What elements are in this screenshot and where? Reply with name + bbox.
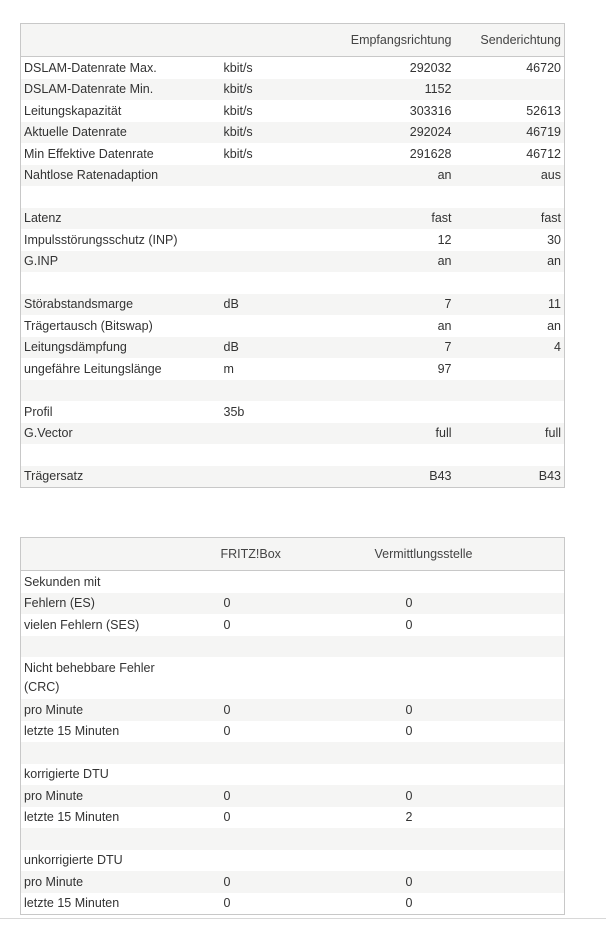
- table-row: [21, 444, 565, 466]
- row-upstream: fast: [455, 208, 565, 230]
- row-fritzbox: [191, 636, 311, 658]
- row-label: Nahtlose Ratenadaption: [21, 165, 221, 187]
- row-upstream: [455, 401, 565, 423]
- row-fritzbox: 0: [191, 785, 311, 807]
- row-exchange: 0: [311, 893, 565, 915]
- row-label: korrigierte DTU: [21, 764, 191, 786]
- row-label: Leitungskapazität: [21, 100, 221, 122]
- row-unit: [221, 272, 341, 294]
- header-downstream: Empfangsrichtung: [341, 24, 455, 57]
- row-unit: [221, 229, 341, 251]
- row-upstream: an: [455, 315, 565, 337]
- row-upstream: 46720: [455, 57, 565, 79]
- row-label: Trägertausch (Bitswap): [21, 315, 221, 337]
- row-exchange: [311, 657, 565, 699]
- error-statistics-table: [20, 537, 565, 915]
- header-exchange: Vermittlungsstelle: [311, 538, 565, 571]
- row-fritzbox: 0: [191, 699, 311, 721]
- row-downstream: 7: [341, 337, 455, 359]
- row-exchange: 0: [311, 614, 565, 636]
- row-downstream: 292024: [341, 122, 455, 144]
- table-row: [21, 636, 565, 658]
- row-downstream: an: [341, 315, 455, 337]
- row-downstream: 12: [341, 229, 455, 251]
- row-label: Trägersatz: [21, 466, 221, 488]
- row-downstream: full: [341, 423, 455, 445]
- row-unit: 35b: [221, 401, 341, 423]
- row-unit: [221, 165, 341, 187]
- row-fritzbox: 0: [191, 593, 311, 615]
- row-upstream: [455, 186, 565, 208]
- row-upstream: 30: [455, 229, 565, 251]
- row-downstream: [341, 380, 455, 402]
- table-row: [21, 358, 565, 380]
- row-downstream: [341, 186, 455, 208]
- row-fritzbox: 0: [191, 721, 311, 743]
- row-label: Störabstandsmarge: [21, 294, 221, 316]
- row-unit: [221, 444, 341, 466]
- row-unit: [221, 251, 341, 273]
- row-downstream: an: [341, 251, 455, 273]
- table-row: [21, 208, 565, 230]
- table-row: [21, 828, 565, 850]
- row-label: ungefähre Leitungslänge: [21, 358, 221, 380]
- table-row: [21, 466, 565, 488]
- table-row: [21, 143, 565, 165]
- row-exchange: [311, 850, 565, 872]
- row-exchange: 0: [311, 871, 565, 893]
- row-label: Fehlern (ES): [21, 593, 191, 615]
- row-label: [21, 742, 191, 764]
- row-downstream: [341, 272, 455, 294]
- row-downstream: 97: [341, 358, 455, 380]
- row-downstream: 7: [341, 294, 455, 316]
- row-label: G.INP: [21, 251, 221, 273]
- table-row: [21, 423, 565, 445]
- table-row: [21, 251, 565, 273]
- table-row: [21, 57, 565, 79]
- row-label: G.Vector: [21, 423, 221, 445]
- row-upstream: aus: [455, 165, 565, 187]
- table-row: [21, 380, 565, 402]
- row-downstream: [341, 444, 455, 466]
- row-label: letzte 15 Minuten: [21, 721, 191, 743]
- row-exchange: 0: [311, 593, 565, 615]
- row-exchange: [311, 828, 565, 850]
- table-row: [21, 571, 565, 593]
- row-upstream: 52613: [455, 100, 565, 122]
- row-label: Aktuelle Datenrate: [21, 122, 221, 144]
- row-downstream: 303316: [341, 100, 455, 122]
- row-upstream: 4: [455, 337, 565, 359]
- row-unit: kbit/s: [221, 122, 341, 144]
- row-downstream: 1152: [341, 79, 455, 101]
- table-row: [21, 315, 565, 337]
- row-label: [21, 272, 221, 294]
- row-upstream: [455, 79, 565, 101]
- row-downstream: an: [341, 165, 455, 187]
- row-upstream: 11: [455, 294, 565, 316]
- row-label: Sekunden mit: [21, 571, 191, 593]
- row-label: Nicht behebbare Fehler (CRC): [21, 657, 191, 699]
- row-label: Latenz: [21, 208, 221, 230]
- row-label: DSLAM-Datenrate Max.: [21, 57, 221, 79]
- row-downstream: 292032: [341, 57, 455, 79]
- header-fritzbox: FRITZ!Box: [191, 538, 311, 571]
- row-exchange: [311, 636, 565, 658]
- table-row: [21, 850, 565, 872]
- row-label: Leitungsdämpfung: [21, 337, 221, 359]
- row-fritzbox: 0: [191, 807, 311, 829]
- row-upstream: full: [455, 423, 565, 445]
- row-exchange: 0: [311, 785, 565, 807]
- row-label: letzte 15 Minuten: [21, 893, 191, 915]
- row-fritzbox: 0: [191, 614, 311, 636]
- row-upstream: [455, 272, 565, 294]
- table-row: [21, 165, 565, 187]
- table-row: [21, 893, 565, 915]
- row-upstream: 46719: [455, 122, 565, 144]
- table-row: [21, 807, 565, 829]
- row-label: DSLAM-Datenrate Min.: [21, 79, 221, 101]
- table-row: [21, 785, 565, 807]
- row-unit: [221, 315, 341, 337]
- table-row: [21, 294, 565, 316]
- table-row: [21, 721, 565, 743]
- row-label: [21, 444, 221, 466]
- table-row: [21, 593, 565, 615]
- table-row: [21, 337, 565, 359]
- row-unit: kbit/s: [221, 57, 341, 79]
- divider: [0, 918, 606, 919]
- row-fritzbox: [191, 571, 311, 593]
- row-unit: m: [221, 358, 341, 380]
- row-unit: dB: [221, 337, 341, 359]
- row-label: [21, 828, 191, 850]
- header-unit: [221, 24, 341, 57]
- table-row: [21, 699, 565, 721]
- table-row: [21, 614, 565, 636]
- row-label: pro Minute: [21, 699, 191, 721]
- row-fritzbox: [191, 828, 311, 850]
- table-row: [21, 100, 565, 122]
- row-fritzbox: [191, 764, 311, 786]
- dsl-line-info-table: [20, 23, 565, 488]
- row-unit: kbit/s: [221, 143, 341, 165]
- row-upstream: B43: [455, 466, 565, 488]
- row-label: Min Effektive Datenrate: [21, 143, 221, 165]
- row-exchange: [311, 764, 565, 786]
- table-row: [21, 272, 565, 294]
- table-row: [21, 657, 565, 699]
- row-unit: [221, 380, 341, 402]
- row-label: vielen Fehlern (SES): [21, 614, 191, 636]
- row-downstream: fast: [341, 208, 455, 230]
- table-row: [21, 79, 565, 101]
- row-downstream: 291628: [341, 143, 455, 165]
- table-row: [21, 742, 565, 764]
- row-fritzbox: 0: [191, 871, 311, 893]
- row-label: Profil: [21, 401, 221, 423]
- table-row: [21, 764, 565, 786]
- table-header-row: [21, 24, 565, 57]
- row-label: Impulsstörungsschutz (INP): [21, 229, 221, 251]
- table-row: [21, 871, 565, 893]
- row-exchange: [311, 742, 565, 764]
- table-row: [21, 229, 565, 251]
- row-label: pro Minute: [21, 785, 191, 807]
- row-unit: [221, 208, 341, 230]
- table-header-row: [21, 538, 565, 571]
- row-label: letzte 15 Minuten: [21, 807, 191, 829]
- row-exchange: 2: [311, 807, 565, 829]
- row-downstream: [341, 401, 455, 423]
- row-unit: dB: [221, 294, 341, 316]
- row-label: [21, 636, 191, 658]
- row-label: unkorrigierte DTU: [21, 850, 191, 872]
- table-row: [21, 122, 565, 144]
- row-exchange: 0: [311, 721, 565, 743]
- header-label: [21, 538, 191, 571]
- table-row: [21, 186, 565, 208]
- row-label: pro Minute: [21, 871, 191, 893]
- row-exchange: 0: [311, 699, 565, 721]
- row-label: [21, 186, 221, 208]
- header-label: [21, 24, 221, 57]
- row-fritzbox: [191, 742, 311, 764]
- row-label: [21, 380, 221, 402]
- row-fritzbox: 0: [191, 893, 311, 915]
- row-unit: [221, 466, 341, 488]
- row-upstream: an: [455, 251, 565, 273]
- row-downstream: B43: [341, 466, 455, 488]
- row-fritzbox: [191, 850, 311, 872]
- table-row: [21, 401, 565, 423]
- row-upstream: [455, 358, 565, 380]
- row-upstream: [455, 380, 565, 402]
- header-upstream: Senderichtung: [455, 24, 565, 57]
- row-unit: [221, 423, 341, 445]
- row-unit: kbit/s: [221, 79, 341, 101]
- row-upstream: [455, 444, 565, 466]
- row-upstream: 46712: [455, 143, 565, 165]
- row-fritzbox: [191, 657, 311, 699]
- row-exchange: [311, 571, 565, 593]
- row-unit: [221, 186, 341, 208]
- row-unit: kbit/s: [221, 100, 341, 122]
